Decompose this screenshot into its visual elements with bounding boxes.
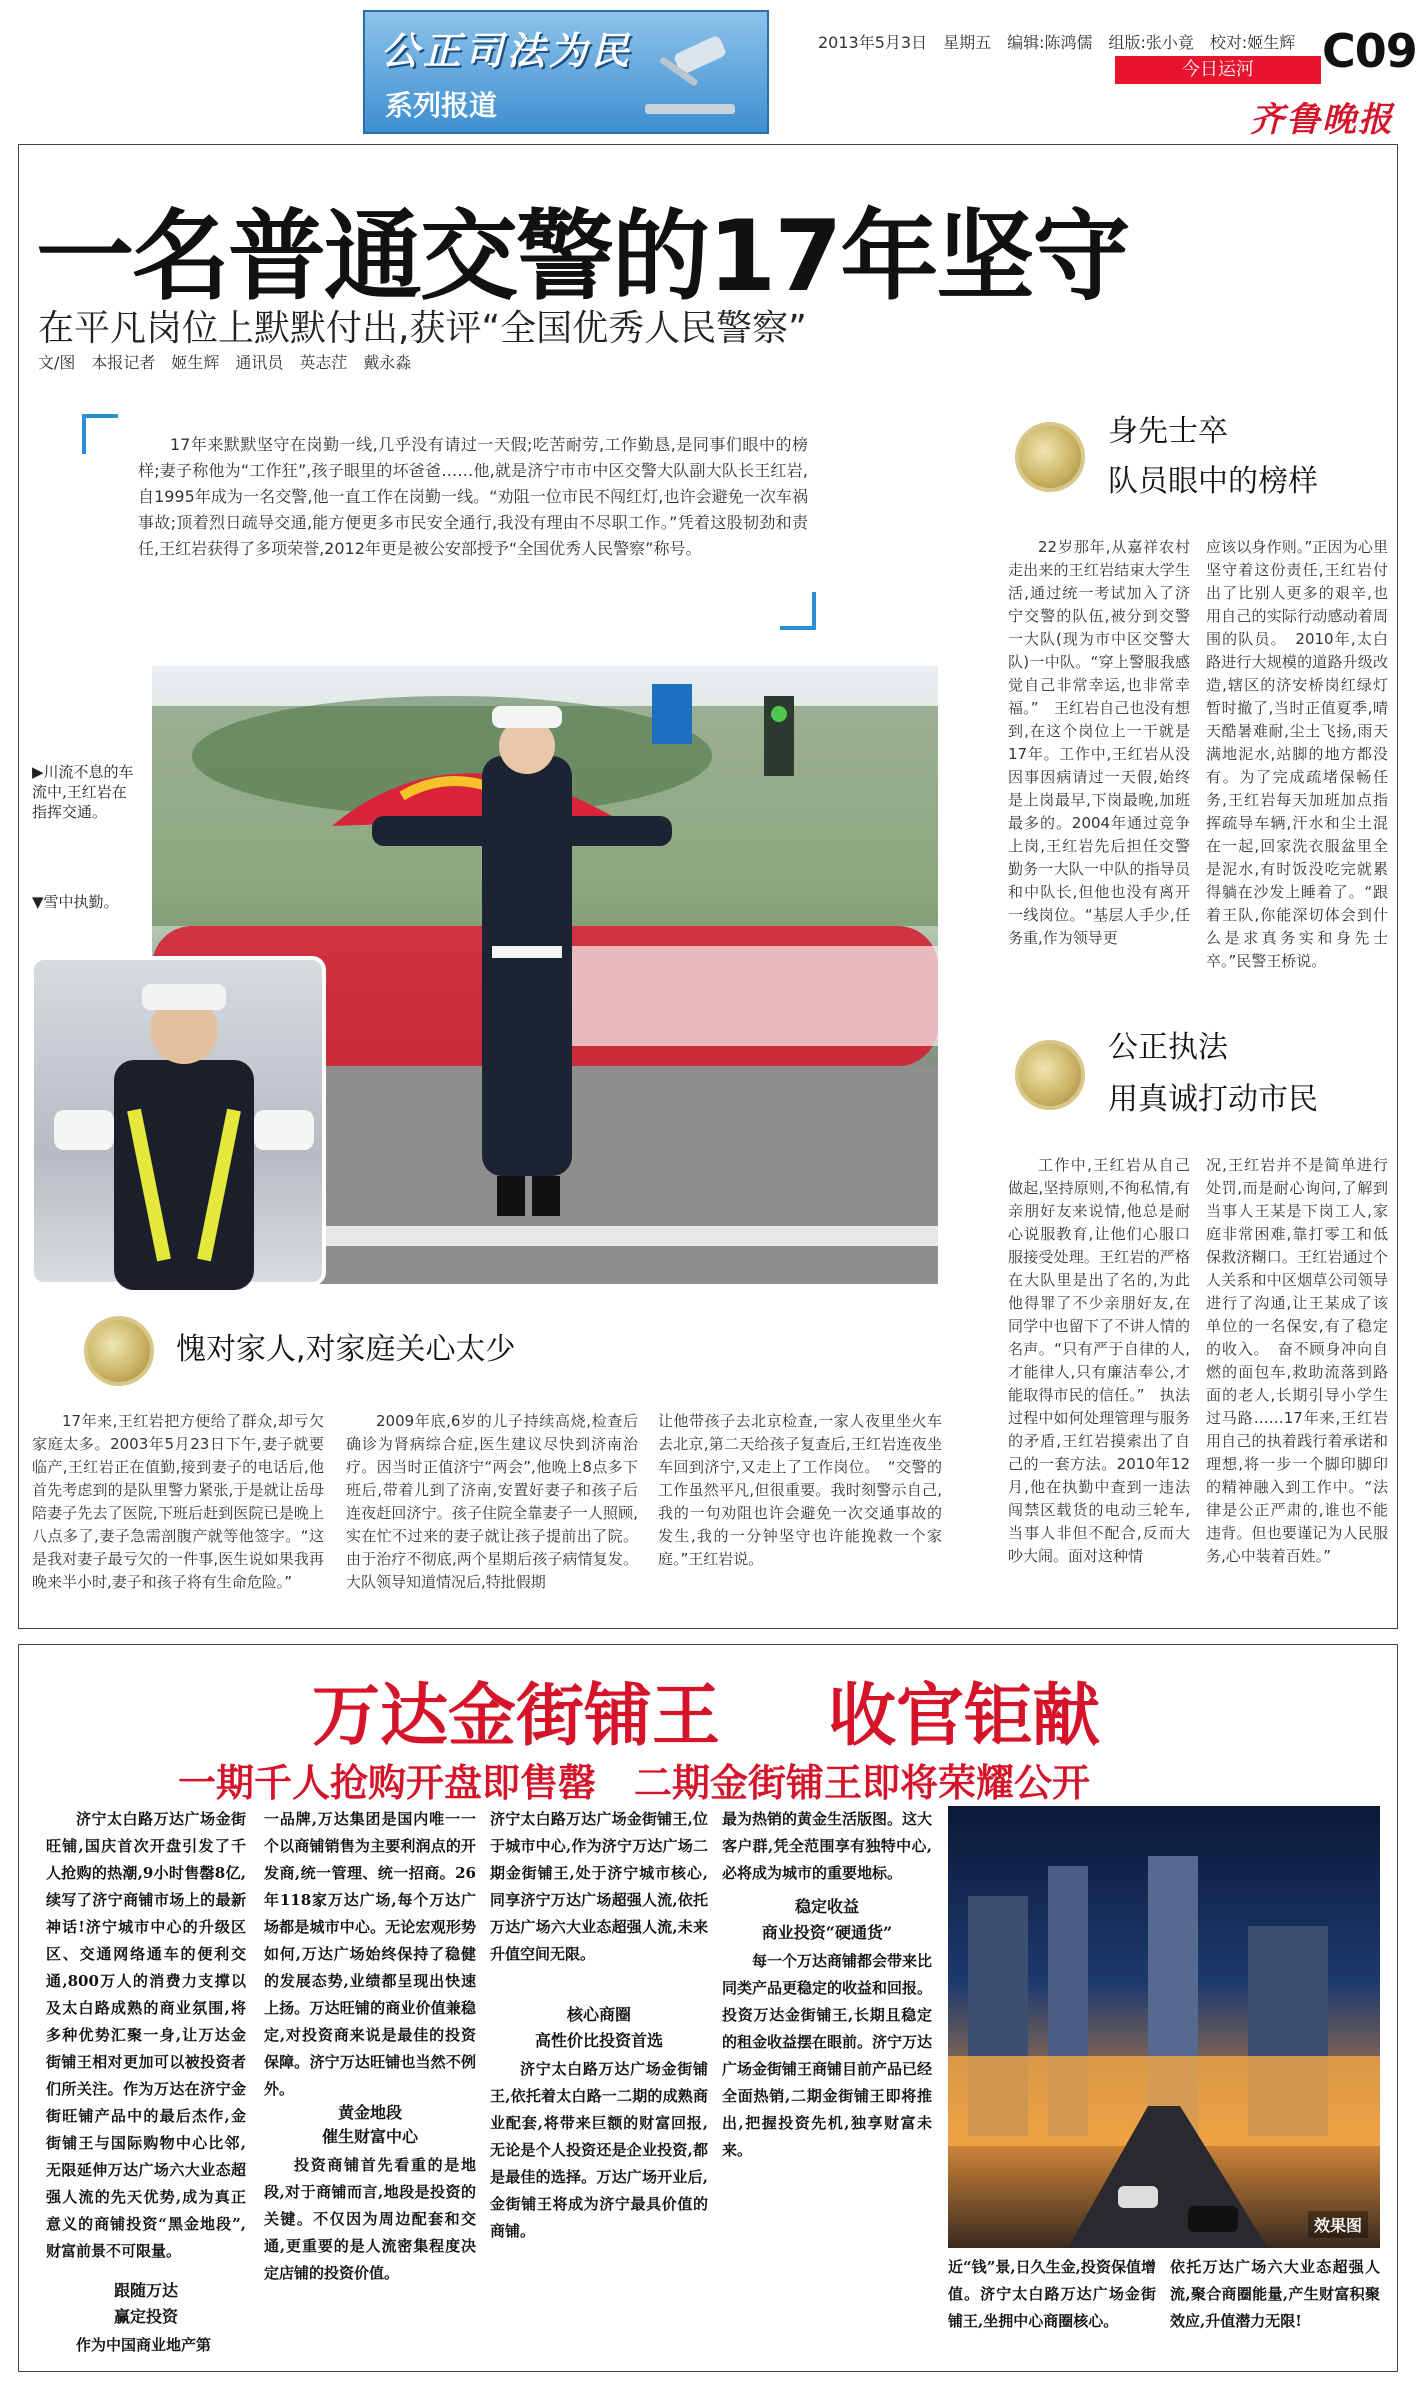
section3-title: 愧对家人,对家庭关心太少 [176,1332,516,1367]
ad-subtitle: 一期千人抢购开盘即售罄 二期金街铺王即将荣耀公开 [178,1760,1091,1805]
section1-title-line1: 身先士卒 [1108,414,1228,449]
ad-col1-heading1: 跟随万达 [113,2281,178,2300]
ad-col1-end: 作为中国商业地产第 [76,2336,212,2354]
ad-col3-heading2: 高性价比投资首选 [534,2031,663,2050]
ad-col4-text: 最为热销的黄金生活版图。这大客户群,凭全范围享有独特中心,必将成为城市的重要地标。 [722,1810,933,1882]
lead-paragraph: 17年来默默坚守在岗勤一线,几乎没有请过一天假;吃苦耐劳,工作勤恳,是同事们眼中的榜样;妻子称他为“工作狂”,孩子眼里的坏爸爸……他,就是济宁市市中区交警大队副大队长王红岩,自1995年成为一名交警,他一直工作在岗勤一线。“劝阻一位市民不闯红灯,也许会避免一次车祸事故;顶着烈日疏导交通,能方便更多市民安全通行,我没有理由不尽职工作。”凭着这股韧劲和责任,王红岩获得了多项荣誉,2012年更是被公安部授予“全国优秀人民警察”称号。 [138,435,808,558]
lead-bracket-tl [82,414,118,454]
ad-photo-label: 效果图 [1308,2211,1368,2238]
ad-title-2: 收官钜献 [828,1676,1101,1756]
gavel-icon [635,38,745,118]
section2-col1: 工作中,王红岩从自己做起,坚持原则,不徇私情,有亲朋好友来说情,他总是耐心说服教育,让他们心服口服接受处理。王红岩的严格在大队里是出了名的,为此他得罪了不少亲朋好友,在同学中也留下了不讲人情的名声。“只有严于自律的人,才能律人,只有廉洁奉公,才能取得市民的信任。” 执法过程中如何处理管理与服务的矛盾,王红岩摸索出了自己的一套方法。2010年12月,他在执勤中查到一违法闯禁区载货的电动三轮车,当事人非但不配合,反而大吵大闹。面对这种情 [1008,1156,1190,1565]
header-meta: 2013年5月3日 星期五 编辑:陈鸿儒 组版:张小竟 校对:姬生辉 [818,33,1296,52]
ad-col3-heading1: 核心商圈 [566,2005,631,2024]
paper-logo: 齐鲁晚报 [1250,100,1394,140]
article-subtitle: 在平凡岗位上默默付出,获评“全国优秀人民警察” [38,308,807,349]
ad-col2-text: 一品牌,万达集团是国内唯一一个以商铺销售为主要利润点的开发商,统一管理、统一招商。26年118家万达广场,每个万达广场都是城市中心。无论宏观形势如何,万达广场始终保持了稳健的发展态势,业绩都呈现出快速上扬。万达旺铺的商业价值兼稳定,对投资商来说是最佳的投资保障。济宁万达旺铺也当然不例外。 [264,1810,476,2098]
ad-photo [948,1806,1380,2248]
ad-col2-heading2: 催生财富中心 [321,2127,418,2146]
ad-title-1: 万达金街铺王 [312,1676,721,1756]
ad-col2-body: 投资商铺首先看重的是地段,对于商铺而言,地段是投资的关键。不仅因为周边配套和交通,更重要的是人流密集程度决定店铺的投资价值。 [264,2156,476,2282]
ad-col1-text: 济宁太白路万达广场金街旺铺,国庆首次开盘引发了千人抢购的热潮,9小时售罄8亿,续写了济宁商铺市场上的最新神话!济宁城市中心的升级区区、交通网络通车的便利交通,800万人的消费力支撑以及太白路成熟的商业氛围,将多种优势汇聚一身,让万达金街铺王相对更加可以被投资者们所关注。作为万达在济宁金街旺铺产品中的最后杰作,金街铺王与国际购物中心比邻,无限延伸万达广场六大业态超强人流的先天优势,成为真正意义的商铺投资“黑金地段”,财富前景不可限量。 [46,1810,246,2260]
banner-title: 公正司法为民 [381,28,634,73]
section2-title-line1: 公正执法 [1108,1030,1228,1065]
section1-col2: 应该以身作则。”正因为心里坚守着这份责任,王红岩付出了比别人更多的艰辛,也用自己的实际行动感动着周围的队员。 2010年,太白路进行大规模的道路升级改造,辖区的济安桥岗红绿灯暂时撤了,当时正值夏季,晴天酷暑难耐,尘土飞扬,雨天满地泥水,站脚的地方都没有。为了完成疏堵保畅任务,王红岩每天加班加点指挥疏导车辆,汗水和尘土混在一起,回家洗衣服盆里全是泥水,有时饭没吃完就累得躺在沙发上睡着了。“跟着王队,你能深切体会到什么是求真务实和身先士卒。”民警王桥说。 [1206,538,1388,970]
section-tag: 今日运河 [1115,56,1321,84]
ad-col4-heading2: 商业投资“硬通货” [761,1923,893,1942]
ad-tail-right: 依托万达广场六大业态超强人流,聚合商圈能量,产生财富积聚效应,升值潜力无限! [1170,2258,1380,2330]
section2-col2: 况,王红岩并不是简单进行处罚,而是耐心询问,了解到当事人王某是下岗工人,家庭非常困难,靠打零工和低保救济糊口。王红岩通过个人关系和中区烟草公司领导进行了沟通,让王某成了该单位的一名保安,有了稳定的收入。 奋不顾身冲向自燃的面包车,救助流落到路面的老人,长期引导小学生过马路……17年来,王红岩用自己的执着践行着承诺和理想,将一步一个脚印脚印的精神融入到工作中。“法律是公正严肃的,谁也不能违背。但也要谨记为人民服务,心中装着百姓。” [1206,1156,1388,1565]
ad-tail-left: 近“钱”景,日久生金,投资保值增值。济宁太白路万达广场金街铺王,坐拥中心商圈核心。 [948,2258,1156,2330]
ad-col2-heading1: 黄金地段 [337,2103,402,2122]
section1-col1: 22岁那年,从嘉祥农村走出来的王红岩结束大学生活,通过统一考试加入了济宁交警的队伍,被分到交警一大队(现为市中区交警大队)一中队。“穿上警服我感觉自己非常幸运,也非常幸福。” 王红岩自己也没有想到,在这个岗位上一干就是17年。工作中,王红岩从没因事因病请过一天假,始终是上岗最早,下岗最晚,加班最多的。2004年通过竞争上岗,王红岩先后担任交警勤务一大队一中队的指导员和中队长,但他也没有离开一线岗位。“基层人手少,任务重,作为领导更 [1008,538,1190,947]
section3-col2: 2009年底,6岁的儿子持续高烧,检查后确诊为肾病综合症,医生建议尽快到济南治疗。因当时正值济宁“两会”,他晚上8点多下班后,带着儿到了济南,安置好妻子和孩子后连夜赶回济宁。孩子住院全靠妻子一人照顾,实在忙不过来的妻子就让孩子提前出了院。由于治疗不彻底,两个星期后孩子病情复发。大队领导知道情况后,特批假期 [346,1412,638,1591]
article-title: 一名普通交警的17年坚守 [36,200,1129,314]
banner-subtitle: 系列报道 [385,89,498,122]
ad-col1-heading2: 赢定投资 [113,2307,178,2326]
ad-col4-body: 每一个万达商铺都会带来比同类产品更稳定的收益和回报。投资万达金街铺王,长期且稳定的租金收益摆在眼前。济宁万达广场金街铺王商铺目前产品已经全面热销,二期金街铺王即将推出,把握投资先机,独享财富未来。 [722,1952,933,2159]
ad-col4-heading1: 稳定收益 [794,1897,859,1916]
ad-col3-body: 济宁太白路万达广场金街铺王,依托着太白路一二期的成熟商业配套,将带来巨额的财富回报,无论是个人投资还是企业投资,都是最佳的选择。万达广场开业后,金街铺王将成为济宁最具价值的商铺。 [490,2060,708,2240]
section1-title-line2: 队员眼中的榜样 [1108,464,1318,499]
section-icon-2 [1015,1040,1085,1110]
section3-col3: 让他带孩子去北京检查,一家人夜里坐火车去北京,第二天给孩子复查后,王红岩连夜坐车回到济宁,又走上了工作岗位。 “交警的工作虽然平凡,但很重要。我时刻警示自己,我的一句劝阻也许会避免一次交通事故的发生,我的一分钟坚守也许能挽救一个家庭。”王红岩说。 [658,1412,942,1568]
inset-photo [30,956,326,1286]
section-icon-3 [84,1316,154,1386]
photo-caption-2: ▼雪中执勤。 [32,893,119,911]
section3-col1: 17年来,王红岩把方便给了群众,却亏欠家庭太多。2003年5月23日下午,妻子就要临产,王红岩正在值勤,接到妻子的电话后,他首先考虑到的是队里警力紧张,于是就让岳母陪妻子先去了医院,下班后赶到医院已是晚上八点多了,妻子急需剖腹产就等他签字。“这是我对妻子最亏欠的一件事,医生说如果我再晚来半小时,妻子和孩子将有生命危险。” [32,1412,324,1591]
ad-col3-text: 济宁太白路万达广场金街铺王,位于城市中心,作为济宁万达广场二期金街铺王,处于济宁城市核心,同享济宁万达广场超强人流,依托万达广场六大业态超强人流,未来升值空间无限。 [490,1810,708,1963]
section2-title-line2: 用真诚打动市民 [1108,1082,1318,1117]
photo-caption-1: ▶川流不息的车流中,王红岩在指挥交通。 [32,763,134,821]
page-number: C09 [1322,24,1417,78]
header-banner [363,10,769,134]
article-byline: 文/图 本报记者 姬生辉 通讯员 英志茳 戴永淼 [38,353,412,372]
section-icon-1 [1015,422,1085,492]
